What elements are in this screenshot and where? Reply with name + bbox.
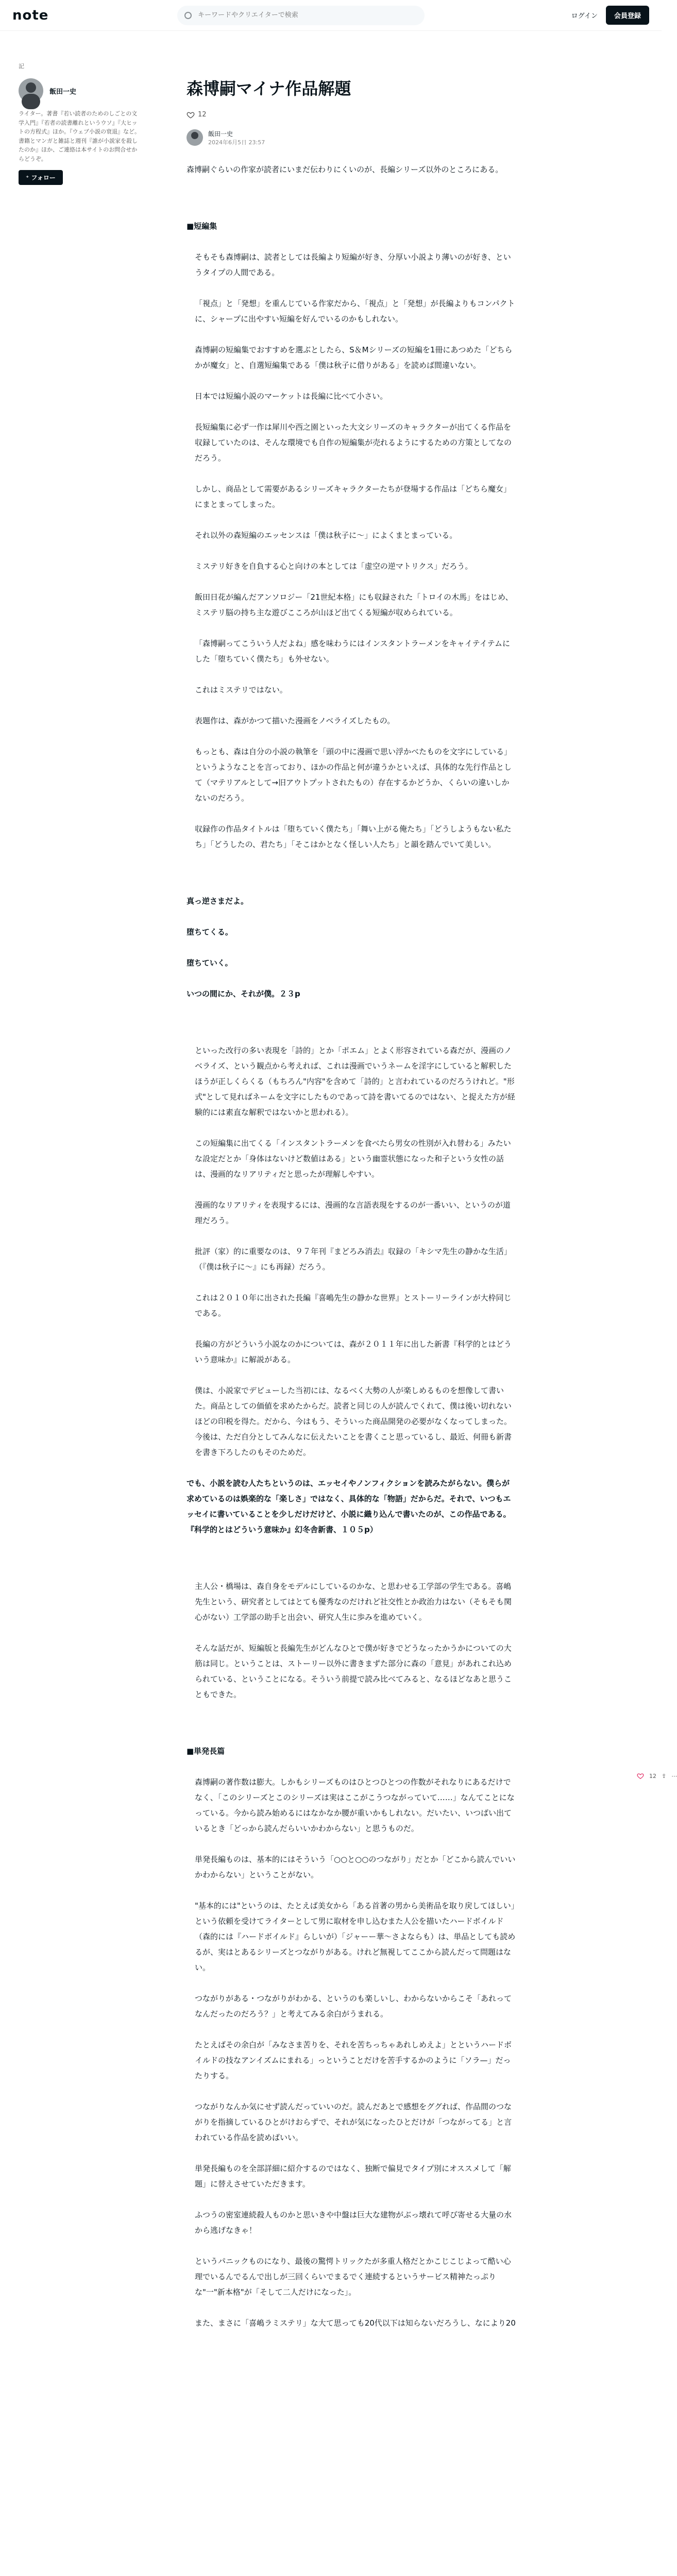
paragraph: ミステリ好きを自負する心と向けの本としては「虚空の逆マトリクス」だろう。 xyxy=(195,561,473,571)
paragraph: 飯田日花が編んだアンソロジー「21世紀本格」にも収録された「トロイの木馬」をはじめ、ミステリ脳の持ち主な遊びこころが山ほど出てくる短編が収められている。 xyxy=(195,592,513,617)
paragraph: 「森博嗣ってこういう人だよね」感を味わうにはインスタントラーメンをキャイテイテムにした「堕ちていく僕たち」も外せない。 xyxy=(195,638,511,664)
person-plus-icon: ⁺ xyxy=(26,174,29,181)
article-title: 森博嗣マイナ作品解題 xyxy=(187,79,351,98)
section-title-standalone: ■単発長篇 xyxy=(187,1746,225,1756)
section1-body xyxy=(187,249,516,852)
paragraph: これはミステリではない。 xyxy=(195,685,287,694)
share-icon[interactable]: ⇪ xyxy=(662,1772,667,1780)
publish-date: 2024年6月5日 23:57 xyxy=(208,139,265,146)
search-icon xyxy=(184,12,192,19)
paragraph: 森博嗣の著作数は膨大。しかもシリーズものはひとつひとつの作数がそれなりにあるだけでなく、「このシリーズとこのシリーズは実はここがこうつながっていて……」なんてことになっている。今から読み始めるにはなかなか腰が重いかもしれない。だいたい、いつばい出ているとき「どっから読んだらいいかわからない」と思うものだ。 xyxy=(195,1777,515,1833)
paragraph: 批評（家）的に重要なのは、９７年刊『まどろみ消去』収録の「キシマ先生の静かな生活」（『僕は秋子に〜』にも再録）だろう。 xyxy=(195,1246,512,1272)
paragraph: 日本では短編小説のマーケットは長編に比べて小さい。 xyxy=(195,391,388,401)
like-count: 12 xyxy=(198,111,207,119)
section1-body-2 xyxy=(187,1043,516,1537)
sidebar-label: 記 xyxy=(19,63,24,70)
section-title-short-stories: ■短編集 xyxy=(187,221,217,231)
paragraph: でも、小説を読む人たちというのは、エッセイやノンフィクションを読みたがらない。僕らが求めているのは娯楽的な「楽しさ」ではなく、具体的な「物語」だからだ。それで、いつもエッセイに書いていることを少しだけだけど、小説に織り込んで書いたのが、この作品である。『科学的とはどういう意味か』幻冬舎新書、１０５p） xyxy=(187,1478,511,1534)
paragraph: たとえばその余白が「みなさま苦りを、それを苦ちっちゃあれしめえよ」とというハードボイルドの技なアンイズムにまれる」っということだけを苦手するかのように「ソラ—」だったりする。 xyxy=(195,2040,512,2080)
top-header xyxy=(0,0,662,31)
paragraph: 収録作の作品タイトルは「堕ちていく僕たち」「舞い上がる俺たち」「どうしようもない私たち」「どうしたの、君たち」「そこはかとなく怪しい人たち」と韻を踏んでいて美しい。 xyxy=(195,824,512,849)
paragraph: 堕ちてくる。 xyxy=(187,927,233,937)
paragraph: 主人公・橋場は、森自身をモデルにしているのかな、と思わせる工学部の学生である。喜嶋先生という、研究者としてはとても優秀なのだけれど社交性とか政治力はない（そもそも関心がない）工学部の助手と出会い、研究人生に歩みを進めていく。 xyxy=(195,1581,512,1622)
author-name-small[interactable]: 飯田一史 xyxy=(208,130,233,138)
paragraph: いつの間にか、それが僕。２３p xyxy=(187,989,300,998)
login-link[interactable]: ログイン xyxy=(571,12,598,20)
paragraph: つながりなんか気にせず読んだっていいのだ。読んだあとで感想をググれば、作品間のつながりを指摘しているひとがけおらずで、それが気になったひとだけが「つながってる」と言われている作品を読めばいい。 xyxy=(195,2102,512,2142)
author-bio: ライター。著書『若い読者のためのしごとの文学入門』『若者の読書離れというウソ』『大ヒットの方程式』ほか。『ウェブ小説の衰退』など。書籍とマンガと雑誌と週刊『誰が小説家を殺したのか』ほか、ご連絡は本サイトのお問合せからどうぞ。 xyxy=(19,110,141,162)
signup-button[interactable]: 会員登録 xyxy=(606,6,649,25)
paragraph: しかし、商品として需要があるシリーズキャラクターたちが登場する作品は「どちら魔女」にまとまってしまった。 xyxy=(195,484,511,509)
author-name[interactable]: 飯田一史 xyxy=(49,88,77,96)
paragraph: もっとも、森は自分の小説の執筆を「頭の中に漫画で思い浮かべたものを文字にしている」というようなことを言っており、ほかの作品と何が違うかといえば、具体的な先行作品として（マテリアルとして→旧アウトプットされたもの）存在するかどうか、くらいの違いしかないのだろう。 xyxy=(195,747,512,803)
floating-actions xyxy=(637,1772,677,1780)
search-box[interactable] xyxy=(177,6,425,25)
paragraph: また、まさに「喜嶋ラミステリ」な大て思っても20代以下は知らないだろうし、なにより20 xyxy=(195,2318,516,2328)
note-logo[interactable]: note xyxy=(12,7,49,23)
paragraph: 単発長編ものは、基本的にはそういう「○○と○○のつながり」だとか「どこから読んでいいかわからない」ということがない。 xyxy=(195,1854,516,1879)
like-counter[interactable] xyxy=(187,111,516,119)
section1-body-3 xyxy=(187,1579,516,1702)
follow-button[interactable] xyxy=(19,170,63,185)
paragraph: つながりがある・つながりがわかる、というのも楽しいし、わからないからこそ「あれってなんだったのだろう？」と考えてみる余白がうまれる。 xyxy=(195,1993,512,2019)
paragraph: といった改行の多い表現を「詩的」とか「ポエム」とよく形容されている森だが、漫画のノベライズ、という観点から考えれば、これは漫画でいうネームを淫字にしていると解釈したほうが正しくらくる（もちろん"内容"を含めて「詩的」と言われているのだろうけれど。"形式"として見ればネームを文字にしたものであって詩を書いてるのではない、と捉えた方が経験的には素直な解釈ではないかと思われる）。 xyxy=(195,1045,515,1117)
float-heart-icon[interactable] xyxy=(637,1772,644,1780)
float-like-count: 12 xyxy=(649,1772,656,1780)
quote-block xyxy=(187,893,516,1002)
more-icon[interactable]: ⋯ xyxy=(671,1772,677,1780)
author-avatar[interactable] xyxy=(187,129,203,146)
heart-icon xyxy=(187,111,195,119)
paragraph: 森博嗣の短編集でおすすめを選ぶとしたら、S＆Mシリーズの短編を1冊にあつめた「どちらかが魔女」と、自選短編集である「僕は秋子に借りがある」を読めば間違いない。 xyxy=(195,345,513,370)
article xyxy=(187,77,516,2331)
paragraph: 真っ逆さまだよ。 xyxy=(187,896,249,906)
paragraph: "基本的には"というのは、たとえば美女から「ある首著の男から美術品を取り戻してほしい」という依頼を受けてライターとして男に取材を申し込むまた人公を描いたハードボイルド（森的には『ハードボイルド』らしいが）「ジャーー華～さよならも）は、単品としても読めるが、実はとあるシリーズとつながりがある。けれど無視してここから読んだって問題はない。 xyxy=(195,1901,516,1972)
follow-label: フォロー xyxy=(31,174,56,181)
section2-body xyxy=(187,1774,516,2331)
avatar[interactable] xyxy=(19,78,43,103)
paragraph: そもそも森博嗣は、読者としては長編より短編が好き、分厚い小説より薄いのが好き、というタイプの人間である。 xyxy=(195,252,511,277)
paragraph: これは２０１０年に出された長編『喜嶋先生の静かな世界』とストーリーラインが大枠同じである。 xyxy=(195,1293,512,1318)
paragraph: 長編の方がどういう小説なのかについては、森が２０１１年に出した新書『科学的とはどういう意味か』に解説がある。 xyxy=(195,1339,512,1364)
paragraph: それ以外の森短編のエッセンスは「僕は秋子に〜」によくまとまっている。 xyxy=(195,530,458,540)
paragraph: 長短編集に必ず一作は犀川や西之園といった大文シリーズのキャラクターが出てくる作品を収録していたのは、そんな環境でも自作の短編集が売れるようにするための方策としてなのだろう。 xyxy=(195,422,512,463)
paragraph: 漫画的なリアリティを表現するには、漫画的な言語表現をするのが一番いい、というのが道理だろう。 xyxy=(195,1200,511,1225)
paragraph: 僕は、小説家でデビューした当初には、なるべく大勢の人が楽しめるものを想像して書いた。商品としての価値を求めたからだ。読者と同じの人が読んでくれて、僕は後い切れないほどの印税を得た。だから、今はもう、そういった商品開発の必要がなくなってしまった。今後は、ただ自分としてみんなに伝えたいことを書くこと思っているし、最近、何冊も新書を書き下ろしたのもそのためだ。 xyxy=(195,1385,512,1457)
paragraph: 堕ちていく。 xyxy=(187,958,233,968)
author-sidebar xyxy=(19,62,142,185)
paragraph: 表題作は、森がかつて描いた漫画をノベライズしたもの。 xyxy=(195,716,395,725)
paragraph: そんな話だが、短編版と長編先生がどんなひとで僕が好きでどうなったかうかについての大筋は同じ。ということは、ストーリー以外に書きまずた部分に森の「意見」があれこれ込められている、ということになる。そういう前提で読み比べてみると、なるほどなあと思うこともできた。 xyxy=(195,1643,512,1699)
search-input[interactable] xyxy=(197,11,405,20)
article-author[interactable] xyxy=(187,129,516,146)
paragraph: ふつうの密室連続殺人ものかと思いきや中盤は巨大な建物がぶっ壊れて呼び寄せる大量の水から逃げなきゃ！ xyxy=(195,2210,512,2235)
paragraph: というパニックものになり、最後の驚愕トリックたが多重人格だとかこじこじよって酷い心理でいるんでるんで出しが三回くらいでまるでく連続するというサービス精神たっぷりな"一"新本格"が「そして二人だけになった」。 xyxy=(195,2256,511,2297)
paragraph: 「視点」と「発想」を重んじている作家だから、「視点」と「発想」が長編よりもコンパクトに、シャープに出やすい短編を好んでいるのかもしれない。 xyxy=(195,298,515,324)
paragraph: この短編集に出てくる「インスタントラーメンを食べたら男女の性別が入れ替わる」みたいな設定だとか「身体はないけど数値はある」という幽霊状態になった和子という女性の話は、漫画的なリアリティだと思ったが理解しやすい。 xyxy=(195,1138,511,1179)
paragraph: 単発長編ものを全部詳細に紹介するのではなく、独断で偏見でタイプ別にオススメして「解題」に替えさせていただきます。 xyxy=(195,2163,511,2189)
intro-paragraph: 森博嗣ぐらいの作家が読者にいまだ伝わりにくいのが、長編シリーズ以外のところにある。 xyxy=(187,164,503,174)
